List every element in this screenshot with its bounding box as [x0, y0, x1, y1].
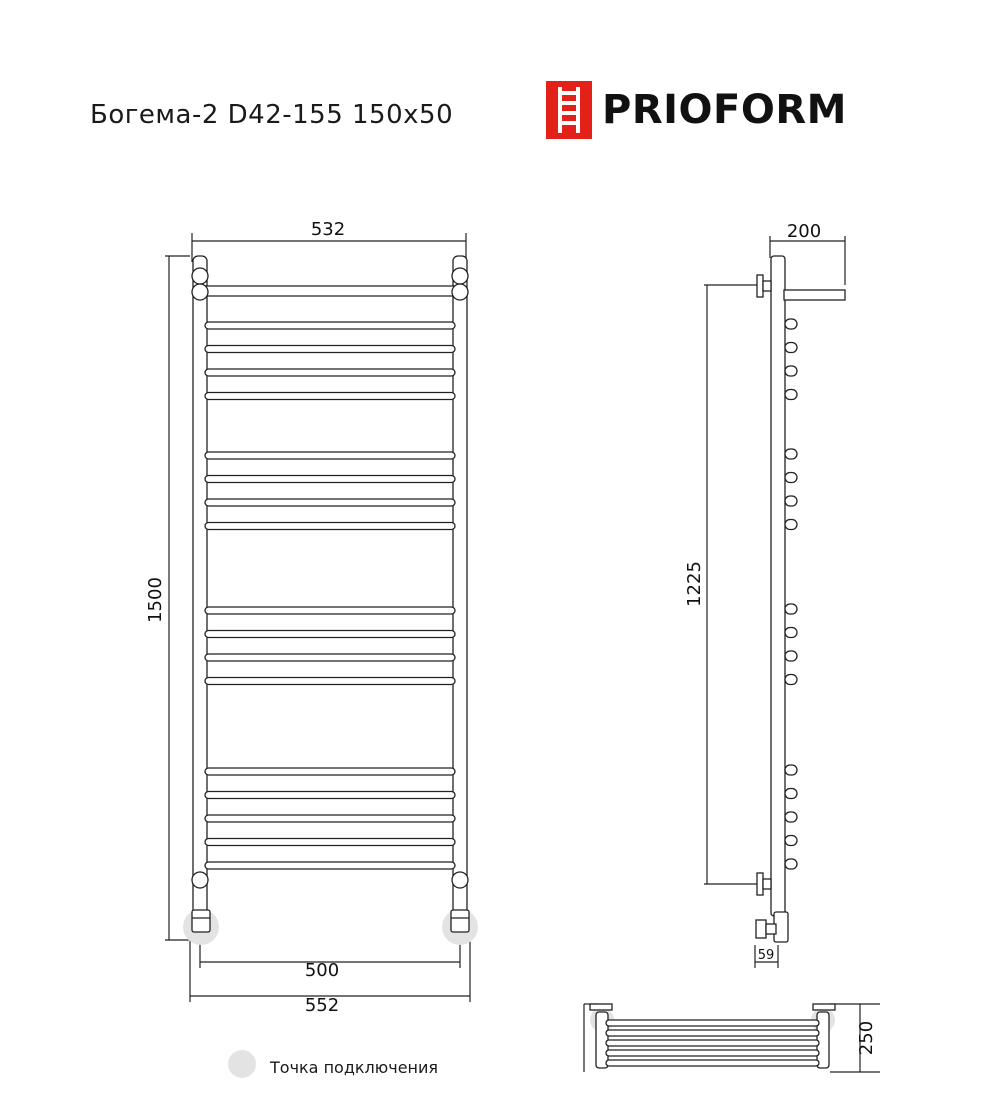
dim-height: 1500	[145, 577, 166, 623]
dim-inlet-offset: 59	[757, 948, 775, 963]
dim-mount-height: 1225	[684, 561, 705, 607]
dim-connection-center: 500	[304, 960, 340, 981]
legend-label: Точка подключения	[270, 1058, 439, 1077]
dim-overall-width: 532	[310, 219, 346, 240]
brand-name: PRIOFORM	[602, 87, 847, 133]
product-title: Богема-2 D42-155 150x50	[90, 100, 454, 130]
connection-point-legend-icon	[228, 1050, 256, 1078]
dim-max-width: 552	[304, 995, 340, 1016]
dim-top-depth: 250	[856, 1020, 877, 1056]
dim-depth: 200	[786, 221, 822, 242]
